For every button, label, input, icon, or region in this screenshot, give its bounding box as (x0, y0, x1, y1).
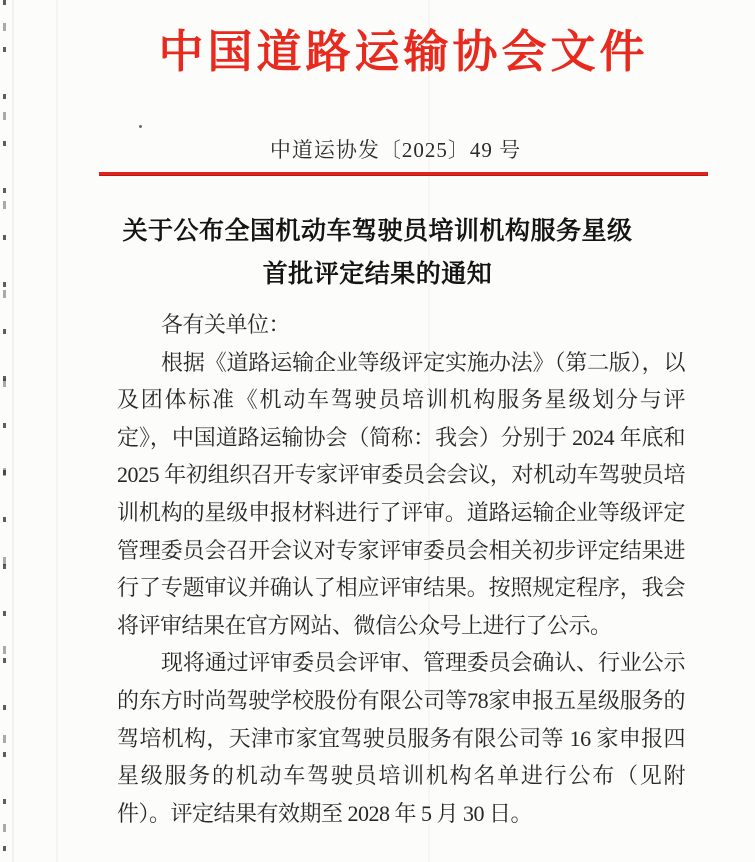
salutation: 各有关单位： (161, 312, 291, 337)
scan-streak (56, 0, 58, 862)
document-title-line2: 首批评定结果的通知 (262, 261, 493, 288)
scan-speck (139, 125, 142, 128)
document-number: 中道运协发〔2025〕49 号 (269, 138, 522, 162)
document-body (117, 306, 685, 832)
document-title-line1: 关于公布全国机动车驾驶员培训机构服务星级 (122, 218, 633, 245)
letterhead-org-title: 中国道路运输协会文件 (158, 27, 649, 77)
scan-edge-artifacts (3, 0, 6, 862)
body-paragraph-1: 根据《道路运输企业等级评定实施办法》（第二版），以及团体标准《机动车驾驶员培训机构服务星级划分与评定》，中国道路运输协会（简称：我会）分别于 2024 年底和 2025 年初组织召开专家评审委员会会议，对机动车驾驶员培训机构的星级申报材料进行了评审。道路运输企业等级评定管理委员会召开会议对专家评审委员会相关初步评定结果进行了专题审议并确认了相应评审结果。按照规定程序，我会将评审结果在官方网站、微信公众号上进行了公示。 (117, 349, 685, 638)
scan-streak (12, 0, 14, 862)
document-title (0, 210, 755, 296)
letterhead-divider (99, 172, 708, 176)
body-paragraph-2: 现将通过评审委员会评审、管理委员会确认、行业公示的东方时尚驾驶学校股份有限公司等78家申报五星级服务的驾培机构，天津市家宜驾驶员服务有限公司等 16 家申报四星级服务的机动车驾驶员培训机构名单进行公布（见附件）。评定结果有效期至 2028 年 5 月 30 日。 (117, 650, 685, 826)
